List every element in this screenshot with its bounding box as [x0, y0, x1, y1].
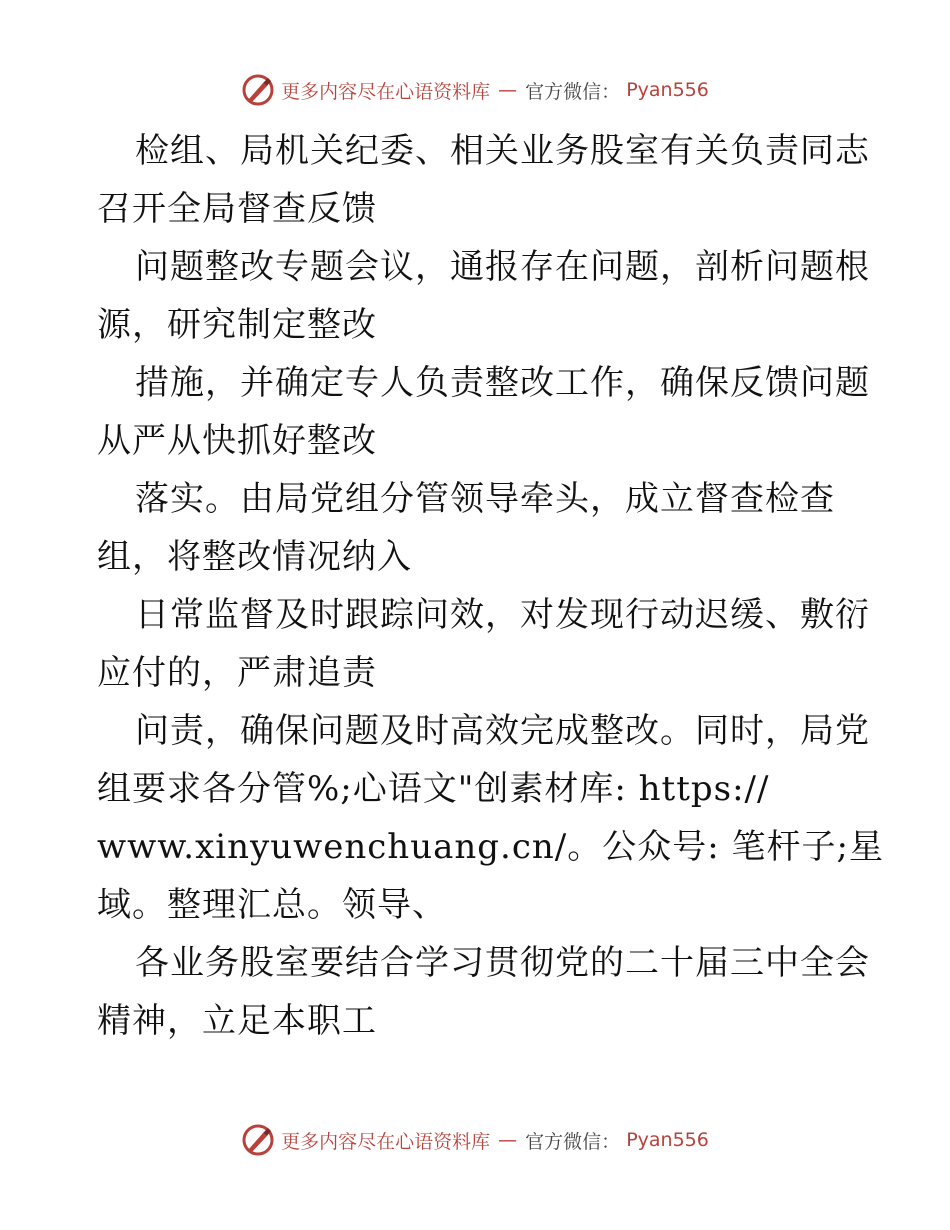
- header-banner: [0, 70, 950, 110]
- wechat-id: Pyan556: [626, 79, 709, 101]
- body-line: 问题整改专题会议，通报存在问题，剖析问题根: [135, 247, 870, 287]
- body-line: 检组、局机关纪委、相关业务股室有关负责同志: [135, 131, 870, 171]
- wechat-label: 官方微信：: [525, 1130, 621, 1153]
- body-line: 从严从快抓好整改: [97, 421, 377, 461]
- body-line: 召开全局督查反馈: [97, 189, 377, 229]
- body-line: 域。整理汇总。领导、: [97, 885, 447, 925]
- pen-logo-icon: [241, 73, 275, 107]
- banner-dash: —: [498, 79, 518, 101]
- body-line: 精神，立足本职工: [97, 1001, 377, 1041]
- body-line: 组，将整改情况纳入: [97, 537, 412, 577]
- footer-banner: [0, 1120, 950, 1160]
- body-line: 应付的，严肃追责: [97, 653, 377, 693]
- banner-text: 更多内容尽在心语资料库: [281, 80, 491, 103]
- wechat-label: 官方微信：: [525, 80, 621, 103]
- pen-logo-icon: [241, 1123, 275, 1157]
- body-line: 组要求各分管%;心语文"创素材库: https://: [97, 769, 770, 809]
- body-line: 措施，并确定专人负责整改工作，确保反馈问题: [135, 363, 870, 403]
- document-body: [97, 122, 884, 1050]
- body-line: 源，研究制定整改: [97, 305, 377, 345]
- body-line: www.xinyuwenchuang.cn/。公众号: 笔杆子;星: [97, 827, 884, 867]
- banner-dash: —: [498, 1129, 518, 1151]
- body-line: 落实。由局党组分管领导牵头，成立督查检查: [135, 479, 835, 519]
- banner-text: 更多内容尽在心语资料库: [281, 1130, 491, 1153]
- body-line: 各业务股室要结合学习贯彻党的二十届三中全会: [135, 943, 870, 983]
- body-line: 问责，确保问题及时高效完成整改。同时，局党: [135, 711, 870, 751]
- wechat-id: Pyan556: [626, 1129, 709, 1151]
- body-line: 日常监督及时跟踪问效，对发现行动迟缓、敷衍: [135, 595, 870, 635]
